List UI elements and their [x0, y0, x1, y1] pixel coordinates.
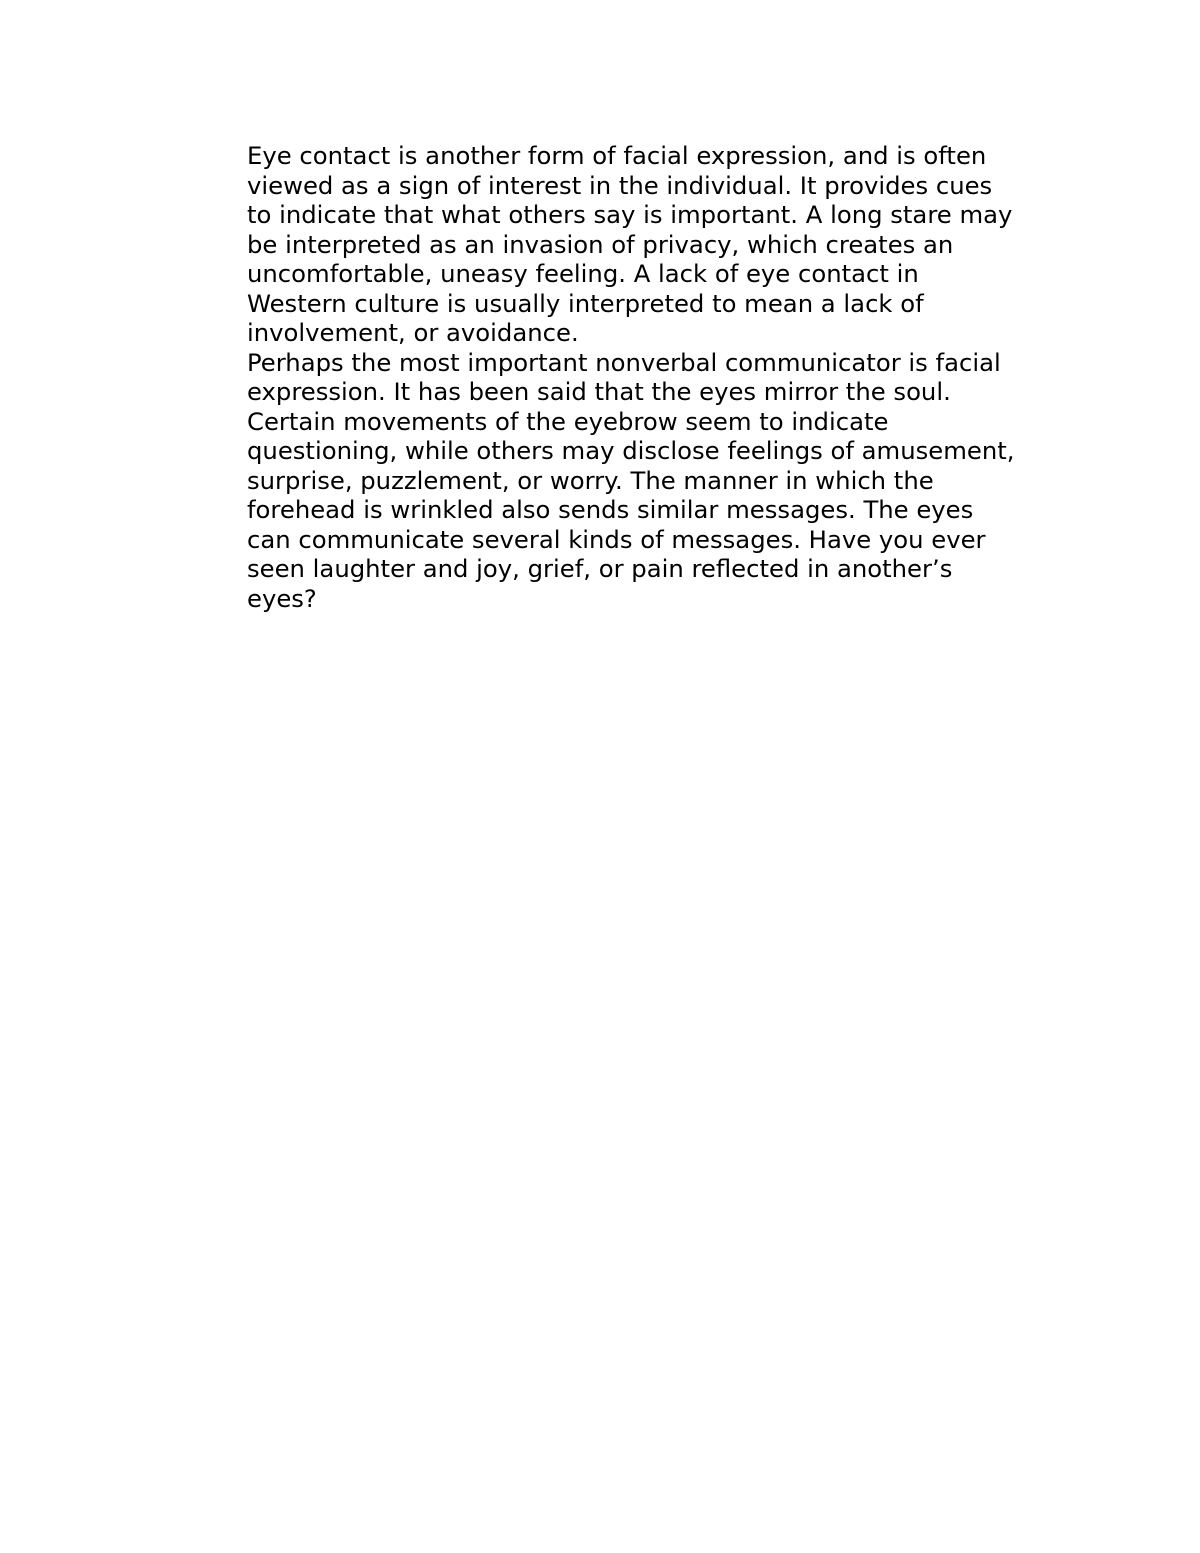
- text-line: be interpreted as an invasion of privacy, which creates an: [247, 229, 954, 259]
- text-line: eyes?: [247, 583, 317, 613]
- paragraph-eye-contact: [247, 141, 1077, 348]
- text-line: viewed as a sign of interest in the individual. It provides cues: [247, 170, 993, 200]
- paragraph-facial-expression: [247, 348, 1077, 614]
- text-line: uncomfortable, uneasy feeling. A lack of eye contact in: [247, 259, 919, 288]
- text-line: Perhaps the most important nonverbal communicator is facial: [247, 347, 1001, 377]
- text-line: Western culture is usually interpreted to mean a lack of: [247, 288, 924, 318]
- text-line: questioning, while others may disclose feelings of amusement,: [247, 436, 1015, 465]
- text-line: expression. It has been said that the eyes mirror the soul.: [247, 377, 951, 406]
- text-line: Certain movements of the eyebrow seem to indicate: [247, 406, 889, 436]
- text-line: surprise, puzzlement, or worry. The manner in which the: [247, 465, 934, 495]
- text-line: can communicate several kinds of messages. Have you ever: [247, 524, 986, 554]
- text-line: to indicate that what others say is important. A long stare may: [247, 200, 1013, 229]
- text-line: Eye contact is another form of facial expression, and is often: [247, 141, 987, 170]
- text-line: forehead is wrinkled also sends similar messages. The eyes: [247, 495, 974, 524]
- text-line: seen laughter and joy, grief, or pain reflected in another’s: [247, 554, 953, 583]
- text-line: involvement, or avoidance.: [247, 318, 579, 347]
- document-body: [247, 141, 1077, 613]
